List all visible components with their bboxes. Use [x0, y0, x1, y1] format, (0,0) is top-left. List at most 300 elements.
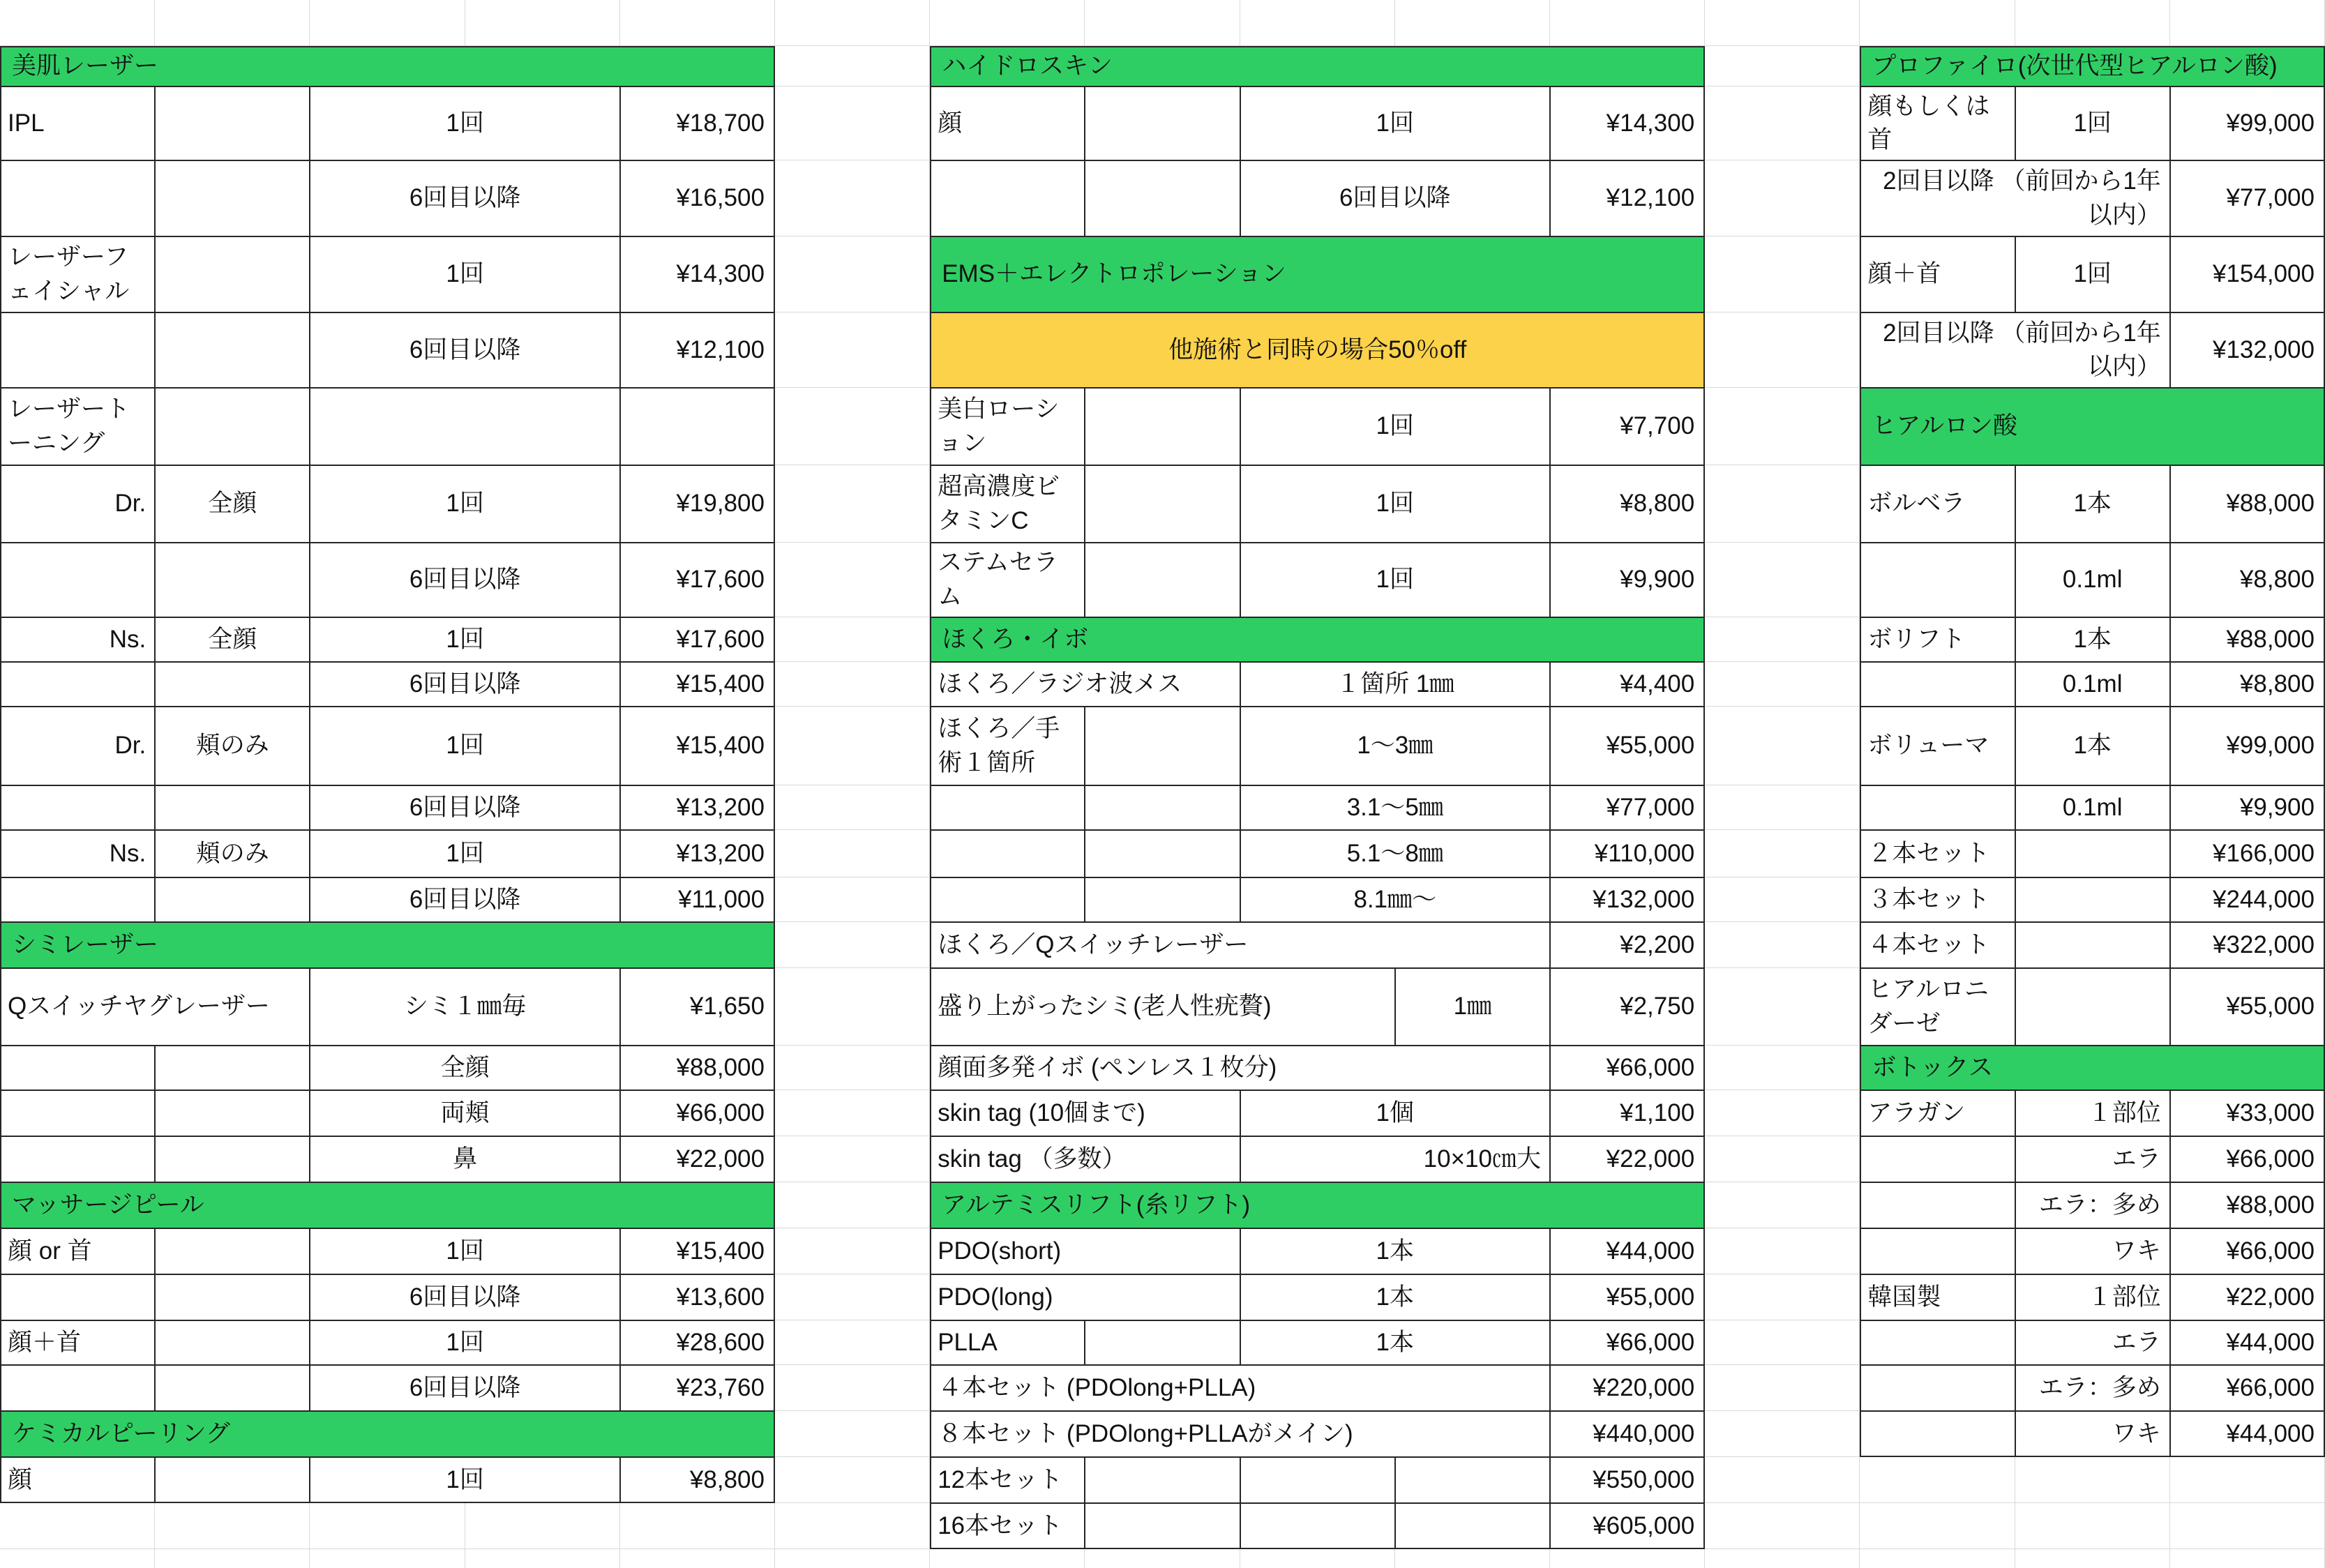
empty-grid-cell	[1705, 46, 1860, 86]
spec-cell[interactable]: 1本	[1240, 1320, 1550, 1365]
blank-cell[interactable]	[0, 1365, 155, 1411]
price-cell[interactable]: ¥132,000	[1550, 877, 1705, 922]
spec-cell[interactable]: 頬のみ	[155, 707, 310, 785]
empty-grid-cell	[1705, 1274, 1860, 1320]
price-cell[interactable]: ¥2,200	[1550, 922, 1705, 968]
spec-cell[interactable]: 1回	[310, 617, 619, 662]
price-cell[interactable]: ¥8,800	[2170, 543, 2325, 617]
spec-cell[interactable]: 1回	[310, 236, 619, 312]
spec-cell[interactable]: エラ	[2015, 1320, 2170, 1365]
blank-cell[interactable]	[1860, 1411, 2015, 1457]
blank-cell[interactable]	[0, 1274, 155, 1320]
section-header-cell[interactable]: 美肌レーザー	[0, 46, 775, 86]
item-label-cell[interactable]: PLLA	[930, 1320, 1085, 1365]
spec-cell[interactable]: ワキ	[2015, 1411, 2170, 1457]
blank-cell[interactable]	[155, 785, 310, 830]
item-label-cell[interactable]: skin tag (10個まで)	[930, 1090, 1240, 1136]
price-cell[interactable]: ¥7,700	[1550, 388, 1705, 465]
spec-cell[interactable]: 1本	[2015, 465, 2170, 543]
item-label-cell[interactable]: レーザートーニング	[0, 388, 155, 465]
spec-cell[interactable]: 1回	[310, 707, 619, 785]
empty-grid-cell	[930, 1549, 1085, 1568]
blank-cell[interactable]	[155, 1090, 310, 1136]
price-cell[interactable]: ¥44,000	[2170, 1411, 2325, 1457]
blank-cell[interactable]	[1395, 1503, 1550, 1549]
price-cell[interactable]: ¥77,000	[2170, 160, 2325, 236]
spec-cell[interactable]: 両頬	[310, 1090, 619, 1136]
spec-cell[interactable]: 6回目以降	[310, 785, 619, 830]
empty-grid-cell	[0, 1503, 155, 1549]
blank-cell[interactable]	[155, 388, 310, 465]
blank-cell[interactable]	[2015, 877, 2170, 922]
empty-grid-cell	[775, 877, 930, 922]
item-label-cell[interactable]: アラガン	[1860, 1090, 2015, 1136]
price-cell[interactable]: ¥99,000	[2170, 707, 2325, 785]
empty-grid-cell	[775, 1090, 930, 1136]
empty-grid-cell	[775, 662, 930, 707]
item-label-cell[interactable]: 顔面多発イボ (ペンレス１枚分)	[930, 1046, 1550, 1090]
price-cell[interactable]: ¥132,000	[2170, 312, 2325, 388]
item-label-cell[interactable]: 12本セット	[930, 1457, 1085, 1503]
empty-grid-cell	[775, 1228, 930, 1274]
empty-grid-cell	[775, 1274, 930, 1320]
blank-cell[interactable]	[1085, 830, 1240, 877]
spec-cell[interactable]: 1回	[310, 1228, 619, 1274]
spec-cell[interactable]: 1回	[1240, 465, 1550, 543]
blank-cell[interactable]	[1085, 877, 1240, 922]
item-label-cell[interactable]: ほくろ／ラジオ波メス	[930, 662, 1240, 707]
empty-grid-cell	[1860, 1549, 2015, 1568]
price-cell[interactable]: ¥23,760	[620, 1365, 775, 1411]
item-label-cell[interactable]: 盛り上がったシミ(老人性疣贅)	[930, 968, 1395, 1046]
item-label-cell[interactable]: 16本セット	[930, 1503, 1085, 1549]
empty-grid-cell	[0, 0, 155, 46]
spec-cell[interactable]: 8.1㎜～	[1240, 877, 1550, 922]
blank-cell[interactable]	[1860, 1320, 2015, 1365]
spec-cell[interactable]: 6回目以降	[310, 662, 619, 707]
price-cell[interactable]: ¥15,400	[620, 662, 775, 707]
spec-cell[interactable]: 1回	[310, 465, 619, 543]
price-cell[interactable]: ¥18,700	[620, 86, 775, 160]
price-cell[interactable]: ¥12,100	[620, 312, 775, 388]
item-label-cell[interactable]: 韓国製	[1860, 1274, 2015, 1320]
item-label-cell[interactable]: 超高濃度ビタミンC	[930, 465, 1085, 543]
blank-cell[interactable]	[310, 388, 619, 465]
empty-grid-cell	[1705, 1549, 1860, 1568]
blank-cell[interactable]	[1395, 1457, 1550, 1503]
blank-cell[interactable]	[2015, 968, 2170, 1046]
price-cell[interactable]: ¥66,000	[1550, 1046, 1705, 1090]
item-label-cell[interactable]: ヒアルロニダーゼ	[1860, 968, 2015, 1046]
blank-cell[interactable]	[0, 662, 155, 707]
blank-cell[interactable]	[0, 543, 155, 617]
spec-cell[interactable]: 1回	[2015, 236, 2170, 312]
blank-cell[interactable]	[155, 86, 310, 160]
empty-grid-cell	[1705, 922, 1860, 968]
price-cell[interactable]: ¥11,000	[620, 877, 775, 922]
price-cell[interactable]: ¥9,900	[1550, 543, 1705, 617]
price-cell[interactable]: ¥322,000	[2170, 922, 2325, 968]
price-cell[interactable]: ¥33,000	[2170, 1090, 2325, 1136]
empty-grid-cell	[2170, 1549, 2325, 1568]
price-cell[interactable]: ¥77,000	[1550, 785, 1705, 830]
item-label-cell[interactable]: ２本セット	[1860, 830, 2015, 877]
empty-grid-cell	[775, 830, 930, 877]
item-label-cell[interactable]: ボリューマ	[1860, 707, 2015, 785]
blank-cell[interactable]	[1085, 1503, 1240, 1549]
spec-cell[interactable]: 1回	[1240, 388, 1550, 465]
price-cell[interactable]: ¥22,000	[620, 1136, 775, 1182]
item-label-cell[interactable]: 顔＋首	[1860, 236, 2015, 312]
price-cell[interactable]: ¥1,650	[620, 968, 775, 1046]
item-label-cell[interactable]: 顔 or 首	[0, 1228, 155, 1274]
spec-cell[interactable]: 1回	[1240, 543, 1550, 617]
blank-cell[interactable]	[155, 543, 310, 617]
price-cell[interactable]: ¥550,000	[1550, 1457, 1705, 1503]
spec-cell[interactable]: 1本	[2015, 707, 2170, 785]
section-header-cell[interactable]: EMS＋エレクトロポレーション	[930, 236, 1705, 312]
spec-cell[interactable]: 1本	[2015, 617, 2170, 662]
item-label-cell[interactable]: レーザーフェイシャル	[0, 236, 155, 312]
spec-cell[interactable]: 6回目以降	[310, 877, 619, 922]
price-cell[interactable]: ¥8,800	[620, 1457, 775, 1503]
price-cell[interactable]: ¥13,600	[620, 1274, 775, 1320]
item-label-cell[interactable]: Ns.	[0, 830, 155, 877]
price-cell[interactable]: ¥66,000	[2170, 1365, 2325, 1411]
item-label-cell[interactable]: Dr.	[0, 707, 155, 785]
empty-grid-cell	[1705, 1365, 1860, 1411]
spec-cell[interactable]: シミ１㎜毎	[310, 968, 619, 1046]
item-label-cell[interactable]: skin tag （多数）	[930, 1136, 1240, 1182]
price-cell[interactable]: ¥15,400	[620, 1228, 775, 1274]
spec-cell[interactable]: 10×10㎝大	[1240, 1136, 1550, 1182]
blank-cell[interactable]	[930, 877, 1085, 922]
item-label-cell[interactable]: ボリフト	[1860, 617, 2015, 662]
price-cell[interactable]: ¥220,000	[1550, 1365, 1705, 1411]
empty-grid-cell	[1705, 968, 1860, 1046]
blank-cell[interactable]	[2015, 922, 2170, 968]
price-cell[interactable]: ¥88,000	[2170, 465, 2325, 543]
price-cell[interactable]: ¥16,500	[620, 160, 775, 236]
item-label-cell[interactable]: PDO(long)	[930, 1274, 1240, 1320]
item-label-cell[interactable]: 顔＋首	[0, 1320, 155, 1365]
empty-grid-cell	[620, 1549, 775, 1568]
spec-cell[interactable]: 全顔	[155, 617, 310, 662]
section-header-cell[interactable]: ボトックス	[1860, 1046, 2325, 1090]
empty-grid-cell	[1705, 388, 1860, 465]
blank-cell[interactable]	[0, 1136, 155, 1182]
blank-cell[interactable]	[1085, 465, 1240, 543]
price-cell[interactable]: ¥166,000	[2170, 830, 2325, 877]
empty-grid-cell	[0, 1549, 155, 1568]
empty-grid-cell	[1705, 1090, 1860, 1136]
empty-grid-cell	[2170, 1457, 2325, 1503]
item-label-cell[interactable]: 美白ローション	[930, 388, 1085, 465]
item-label-cell[interactable]: 顔もしくは首	[1860, 86, 2015, 160]
spec-cell[interactable]: １部位	[2015, 1274, 2170, 1320]
price-cell[interactable]: ¥8,800	[2170, 662, 2325, 707]
spec-cell[interactable]: エラ：多め	[2015, 1365, 2170, 1411]
blank-cell[interactable]	[155, 1228, 310, 1274]
empty-grid-cell	[1705, 1503, 1860, 1549]
price-cell[interactable]: ¥22,000	[2170, 1274, 2325, 1320]
price-cell[interactable]: ¥13,200	[620, 830, 775, 877]
price-cell[interactable]: ¥110,000	[1550, 830, 1705, 877]
blank-cell[interactable]	[1085, 1320, 1240, 1365]
blank-cell[interactable]	[155, 1274, 310, 1320]
spec-cell[interactable]: 1回	[310, 1320, 619, 1365]
empty-grid-cell	[1550, 0, 1705, 46]
spec-cell[interactable]: 6回目以降	[310, 1274, 619, 1320]
item-label-cell[interactable]: Dr.	[0, 465, 155, 543]
blank-cell[interactable]	[155, 1365, 310, 1411]
empty-grid-cell	[1705, 1320, 1860, 1365]
price-cell[interactable]: ¥13,200	[620, 785, 775, 830]
item-label-cell[interactable]: ステムセラム	[930, 543, 1085, 617]
empty-grid-cell	[1705, 877, 1860, 922]
section-header-cell[interactable]: ケミカルピーリング	[0, 1411, 775, 1457]
spec-cell[interactable]: 6回目以降	[310, 1365, 619, 1411]
item-label-cell[interactable]: ４本セット	[1860, 922, 2015, 968]
item-label-cell[interactable]: ３本セット	[1860, 877, 2015, 922]
spec-cell[interactable]: 5.1～8㎜	[1240, 830, 1550, 877]
item-label-cell[interactable]: ボルベラ	[1860, 465, 2015, 543]
blank-cell[interactable]	[155, 1046, 310, 1090]
spec-cell[interactable]: 0.1ml	[2015, 662, 2170, 707]
price-cell[interactable]: ¥14,300	[620, 236, 775, 312]
price-cell[interactable]: ¥88,000	[2170, 617, 2325, 662]
blank-cell[interactable]	[0, 160, 155, 236]
blank-cell[interactable]	[930, 785, 1085, 830]
item-label-cell[interactable]: 2回目以降 （前回から1年以内）	[1860, 160, 2169, 236]
empty-grid-cell	[775, 46, 930, 86]
blank-cell[interactable]	[0, 877, 155, 922]
price-cell[interactable]: ¥17,600	[620, 543, 775, 617]
price-cell[interactable]: ¥66,000	[1550, 1320, 1705, 1365]
blank-cell[interactable]	[1085, 1457, 1240, 1503]
blank-cell[interactable]	[620, 388, 775, 465]
item-label-cell[interactable]: ４本セット (PDOlong+PLLA)	[930, 1365, 1550, 1411]
spec-cell[interactable]: 0.1ml	[2015, 543, 2170, 617]
empty-grid-cell	[775, 86, 930, 160]
empty-grid-cell	[1705, 830, 1860, 877]
price-cell[interactable]: ¥440,000	[1550, 1411, 1705, 1457]
empty-grid-cell	[1705, 543, 1860, 617]
empty-grid-cell	[775, 922, 930, 968]
section-header-cell[interactable]: プロファイロ(次世代型ヒアルロン酸)	[1860, 46, 2325, 86]
blank-cell[interactable]	[1860, 543, 2015, 617]
empty-grid-cell	[775, 617, 930, 662]
empty-grid-cell	[1705, 1182, 1860, 1228]
blank-cell[interactable]	[155, 1136, 310, 1182]
price-cell[interactable]: ¥154,000	[2170, 236, 2325, 312]
empty-grid-cell	[1705, 1136, 1860, 1182]
price-cell[interactable]: ¥244,000	[2170, 877, 2325, 922]
blank-cell[interactable]	[930, 830, 1085, 877]
spec-cell[interactable]: 鼻	[310, 1136, 619, 1182]
empty-grid-cell	[775, 1549, 930, 1568]
empty-grid-cell	[1705, 617, 1860, 662]
blank-cell[interactable]	[1085, 785, 1240, 830]
blank-cell[interactable]	[930, 160, 1085, 236]
spec-cell[interactable]: 頬のみ	[155, 830, 310, 877]
blank-cell[interactable]	[155, 1320, 310, 1365]
spec-cell[interactable]: 全顔	[310, 1046, 619, 1090]
empty-grid-cell	[775, 707, 930, 785]
section-header-cell[interactable]: アルテミスリフト(糸リフト)	[930, 1182, 1705, 1228]
price-cell[interactable]: ¥55,000	[1550, 707, 1705, 785]
item-label-cell[interactable]: ８本セット (PDOlong+PLLAがメイン)	[930, 1411, 1550, 1457]
price-cell[interactable]: ¥14,300	[1550, 86, 1705, 160]
price-cell[interactable]: ¥17,600	[620, 617, 775, 662]
price-cell[interactable]: ¥28,600	[620, 1320, 775, 1365]
item-label-cell[interactable]: PDO(short)	[930, 1228, 1240, 1274]
empty-grid-cell	[1705, 662, 1860, 707]
spec-cell[interactable]: 0.1ml	[2015, 785, 2170, 830]
empty-grid-cell	[775, 1182, 930, 1228]
price-cell[interactable]: ¥66,000	[620, 1090, 775, 1136]
spec-cell[interactable]: エラ	[2015, 1136, 2170, 1182]
price-cell[interactable]: ¥8,800	[1550, 465, 1705, 543]
section-header-cell[interactable]: シミレーザー	[0, 922, 775, 968]
blank-cell[interactable]	[155, 160, 310, 236]
blank-cell[interactable]	[1085, 707, 1240, 785]
price-cell[interactable]: ¥55,000	[2170, 968, 2325, 1046]
spec-cell[interactable]: エラ：多め	[2015, 1182, 2170, 1228]
spec-cell[interactable]: 6回目以降	[310, 312, 619, 388]
spec-cell[interactable]: 1～3㎜	[1240, 707, 1550, 785]
spec-cell[interactable]: 1本	[1240, 1274, 1550, 1320]
item-label-cell[interactable]: 顔	[0, 1457, 155, 1503]
item-label-cell[interactable]: ほくろ／手術１箇所	[930, 707, 1085, 785]
price-cell[interactable]: ¥66,000	[2170, 1228, 2325, 1274]
item-label-cell[interactable]: Qスイッチヤグレーザー	[0, 968, 310, 1046]
blank-cell[interactable]	[1240, 1503, 1395, 1549]
price-cell[interactable]: ¥44,000	[1550, 1228, 1705, 1274]
price-cell[interactable]: ¥9,900	[2170, 785, 2325, 830]
spec-cell[interactable]: ワキ	[2015, 1228, 2170, 1274]
empty-grid-cell	[2170, 0, 2325, 46]
blank-cell[interactable]	[1085, 86, 1240, 160]
empty-grid-cell	[1705, 707, 1860, 785]
spec-cell[interactable]: 3.1～5㎜	[1240, 785, 1550, 830]
item-label-cell[interactable]: Ns.	[0, 617, 155, 662]
empty-grid-cell	[775, 543, 930, 617]
empty-grid-cell	[1085, 1549, 1240, 1568]
blank-cell[interactable]	[1085, 160, 1240, 236]
blank-cell[interactable]	[1085, 388, 1240, 465]
blank-cell[interactable]	[155, 877, 310, 922]
empty-grid-cell	[775, 968, 930, 1046]
empty-grid-cell	[775, 785, 930, 830]
section-header-cell[interactable]: ヒアルロン酸	[1860, 388, 2325, 465]
spec-cell[interactable]: 6回目以降	[310, 160, 619, 236]
section-header-cell[interactable]: マッサージピール	[0, 1182, 775, 1228]
empty-grid-cell	[1705, 86, 1860, 160]
item-label-cell[interactable]: ほくろ／Qスイッチレーザー	[930, 922, 1550, 968]
blank-cell[interactable]	[1860, 785, 2015, 830]
spec-cell[interactable]: 1回	[310, 1457, 619, 1503]
empty-grid-cell	[2015, 0, 2170, 46]
blank-cell[interactable]	[0, 312, 155, 388]
blank-cell[interactable]	[0, 1090, 155, 1136]
empty-grid-cell	[1240, 1549, 1395, 1568]
spec-cell[interactable]: 1回	[2015, 86, 2170, 160]
section-header-cell[interactable]: ハイドロスキン	[930, 46, 1705, 86]
empty-grid-cell	[1705, 1457, 1860, 1503]
spec-cell[interactable]: 1回	[1240, 86, 1550, 160]
price-cell[interactable]: ¥88,000	[2170, 1182, 2325, 1228]
price-cell[interactable]: ¥99,000	[2170, 86, 2325, 160]
blank-cell[interactable]	[1860, 1136, 2015, 1182]
blank-cell[interactable]	[1860, 662, 2015, 707]
blank-cell[interactable]	[1240, 1457, 1395, 1503]
price-cell[interactable]: ¥4,400	[1550, 662, 1705, 707]
item-label-cell[interactable]: 2回目以降 （前回から1年以内）	[1860, 312, 2169, 388]
price-cell[interactable]: ¥22,000	[1550, 1136, 1705, 1182]
spec-cell[interactable]: 1回	[310, 830, 619, 877]
empty-grid-cell	[310, 0, 465, 46]
price-cell[interactable]: ¥605,000	[1550, 1503, 1705, 1549]
spec-cell[interactable]: 6回目以降	[310, 543, 619, 617]
price-cell[interactable]: ¥19,800	[620, 465, 775, 543]
item-label-cell[interactable]: 顔	[930, 86, 1085, 160]
price-cell[interactable]: ¥2,750	[1550, 968, 1705, 1046]
blank-cell[interactable]	[1860, 1365, 2015, 1411]
blank-cell[interactable]	[1860, 1182, 2015, 1228]
price-cell[interactable]: ¥88,000	[620, 1046, 775, 1090]
price-cell[interactable]: ¥44,000	[2170, 1320, 2325, 1365]
price-cell[interactable]: ¥15,400	[620, 707, 775, 785]
blank-cell[interactable]	[155, 662, 310, 707]
blank-cell[interactable]	[2015, 830, 2170, 877]
promo-note-cell[interactable]: 他施術と同時の場合50％off	[930, 312, 1705, 388]
empty-grid-cell	[1240, 0, 1395, 46]
price-cell[interactable]: ¥55,000	[1550, 1274, 1705, 1320]
blank-cell[interactable]	[1860, 1228, 2015, 1274]
empty-grid-cell	[1705, 0, 1860, 46]
price-cell[interactable]: ¥12,100	[1550, 160, 1705, 236]
blank-cell[interactable]	[1085, 543, 1240, 617]
spec-cell[interactable]: 1回	[310, 86, 619, 160]
spec-cell[interactable]: 1本	[1240, 1228, 1550, 1274]
section-header-cell[interactable]: ほくろ・イボ	[930, 617, 1705, 662]
blank-cell[interactable]	[0, 1046, 155, 1090]
empty-grid-cell	[465, 1549, 620, 1568]
spec-cell[interactable]: 全顔	[155, 465, 310, 543]
empty-grid-cell	[1705, 465, 1860, 543]
item-label-cell[interactable]: IPL	[0, 86, 155, 160]
empty-grid-cell	[1705, 160, 1860, 236]
spec-cell[interactable]: 6回目以降	[1240, 160, 1550, 236]
spec-cell[interactable]: １箇所 1㎜	[1240, 662, 1550, 707]
spec-cell[interactable]: 1個	[1240, 1090, 1550, 1136]
price-cell[interactable]: ¥1,100	[1550, 1090, 1705, 1136]
empty-grid-cell	[1860, 0, 2015, 46]
empty-grid-cell	[1395, 0, 1550, 46]
spec-cell[interactable]: 1㎜	[1395, 968, 1550, 1046]
blank-cell[interactable]	[155, 1457, 310, 1503]
empty-grid-cell	[775, 1503, 930, 1549]
price-cell[interactable]: ¥66,000	[2170, 1136, 2325, 1182]
blank-cell[interactable]	[0, 785, 155, 830]
empty-grid-cell	[775, 312, 930, 388]
blank-cell[interactable]	[155, 236, 310, 312]
empty-grid-cell	[775, 388, 930, 465]
empty-grid-cell	[2015, 1503, 2170, 1549]
blank-cell[interactable]	[155, 312, 310, 388]
spec-cell[interactable]: １部位	[2015, 1090, 2170, 1136]
